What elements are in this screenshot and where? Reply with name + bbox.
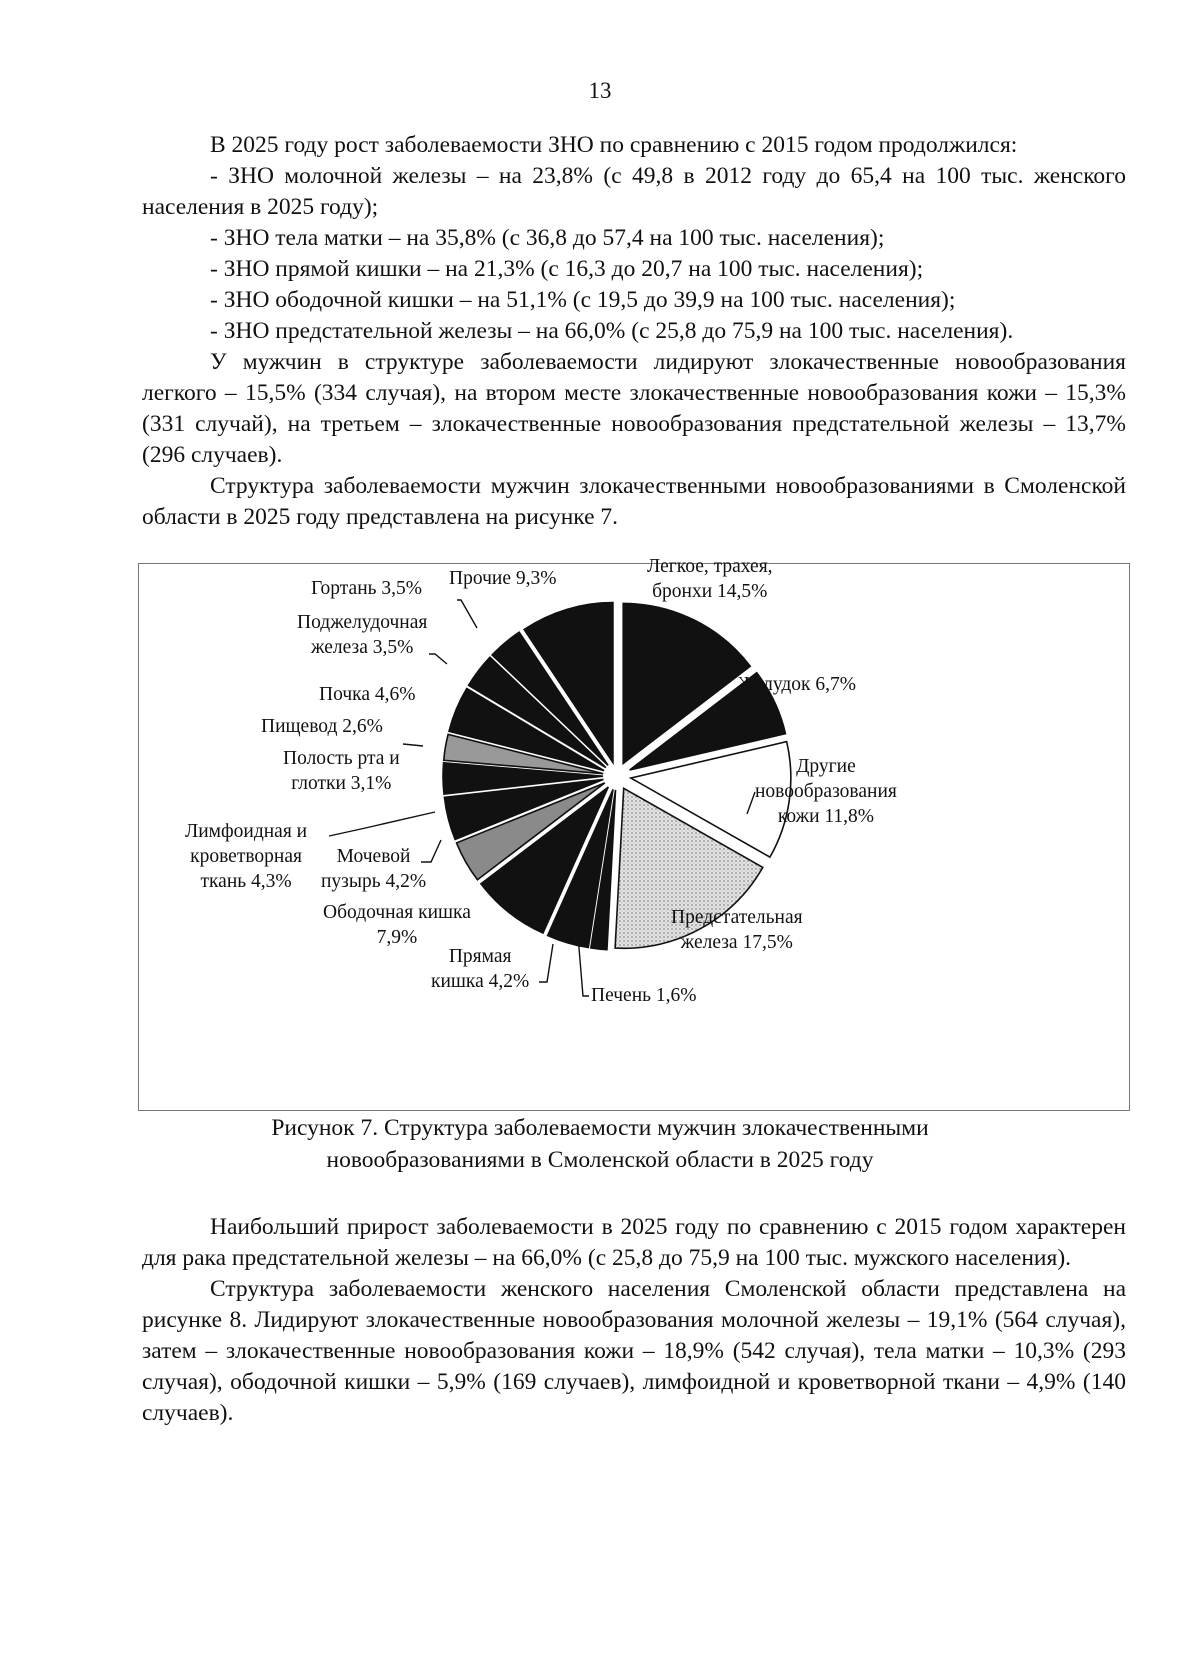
paragraph-figure-ref: Структура заболеваемости мужчин злокачественными новообразованиями в Смоленской области в 2025 году представлена на рисунке 7. (142, 473, 1126, 530)
paragraph-growth: Наибольший прирост заболеваемости в 2025 году по сравнению с 2015 годом характерен для рака предстательной железы – на 66,0% (с 25,8 до 75,9 на 100 тыс. мужского населения). (142, 1214, 1126, 1271)
label-lung: Легкое, трахея, бронхи 14,5% (647, 556, 773, 602)
list-item-breast: - ЗНО молочной железы – на 23,8% (с 49,8 в 2012 году до 65,4 на 100 тыс. женского населения в 2025 году); (142, 163, 1126, 220)
label-liver: Печень 1,6% (591, 985, 697, 1006)
label-rectum: Прямая кишка 4,2% (431, 946, 530, 992)
leader-larynx (457, 600, 477, 628)
top-text-block (142, 130, 1126, 533)
label-prostate: Предстательная железа 17,5% (671, 907, 803, 953)
page-number: 13 (588, 78, 612, 103)
paragraph-intro: В 2025 году рост заболеваемости ЗНО по сравнению с 2015 годом продолжился: (210, 132, 1018, 158)
label-stomach: Желудок 6,7% (738, 674, 857, 695)
caption-line-1: Рисунок 7. Структура заболеваемости мужчин злокачественными (271, 1115, 929, 1141)
paragraph-men-structure: У мужчин в структуре заболеваемости лидируют злокачественные новообразования легкого – 15,5% (334 случая), на втором месте злокачественные новообразования кожи – 15,3% (331 случай), на третьем – злокачественные новообразования предстательной железы – 13,7% (296 случаев). (142, 349, 1126, 468)
list-item-colon: - ЗНО ободочной кишки – на 51,1% (с 19,5 до 39,9 на 100 тыс. населения); (210, 287, 956, 313)
list-item-rectum: - ЗНО прямой кишки – на 21,3% (с 16,3 до 20,7 на 100 тыс. населения); (210, 256, 924, 282)
label-lymph: Лимфоидная и кроветворная ткань 4,3% (185, 821, 308, 892)
label-oral: Полость рта и глотки 3,1% (283, 748, 400, 794)
leader-pancreas (429, 654, 447, 664)
label-other: Прочие 9,3% (449, 568, 557, 589)
paragraph-women-structure: Структура заболеваемости женского населения Смоленской области представлена на рисунке 8. Лидируют злокачественные новообразования молочной железы – 19,1% (564 случая), затем – злокачественные новообразования кожи – 18,9% (542 случая), тела матки – 10,3% (293 случая), ободочной кишки – 5,9% (169 случаев), лимфоидной и кроветворной ткани – 4,9% (140 случаев). (142, 1276, 1126, 1426)
leader-rectum (539, 944, 553, 982)
figure-caption (0, 1112, 1200, 1176)
label-skin: Другие новообразования кожи 11,8% (755, 756, 897, 827)
caption-line-2: новообразованиями в Смоленской области в 2025 году (326, 1147, 874, 1173)
label-bladder: Мочевой пузырь 4,2% (321, 846, 427, 892)
pie-chart-figure (138, 556, 1130, 1111)
label-colon: Ободочная кишка 7,9% (323, 902, 471, 948)
leader-esophagus (403, 744, 423, 746)
list-item-prostate: - ЗНО предстательной железы – на 66,0% (с 25,8 до 75,9 на 100 тыс. населения). (210, 318, 1014, 344)
list-item-uterus: - ЗНО тела матки – на 35,8% (с 36,8 до 57,4 на 100 тыс. населения); (210, 225, 885, 251)
label-kidney: Почка 4,6% (319, 684, 416, 705)
label-pancreas: Поджелудочная железа 3,5% (297, 612, 428, 658)
leader-lymph (329, 812, 435, 836)
label-esophagus: Пищевод 2,6% (261, 716, 383, 737)
label-larynx: Гортань 3,5% (311, 578, 423, 599)
bottom-text-block (142, 1212, 1126, 1429)
